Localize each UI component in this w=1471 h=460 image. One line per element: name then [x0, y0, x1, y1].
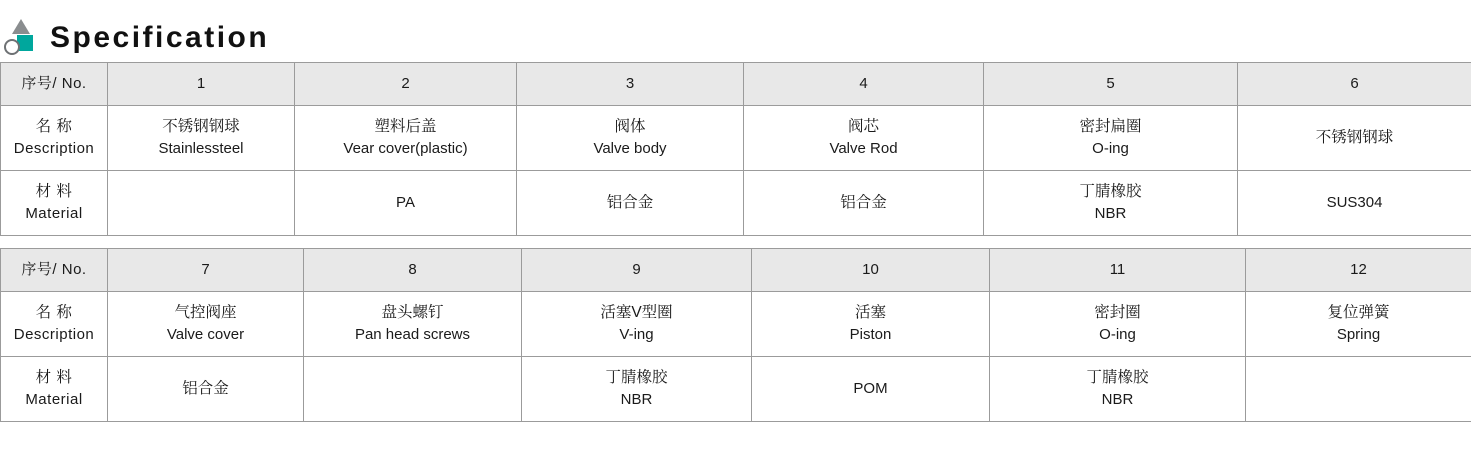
material-cell [1238, 171, 1471, 236]
description-cn: 不锈钢钢球 [1315, 128, 1394, 146]
item-number-cell: 2 [295, 63, 517, 106]
circle-shape [4, 39, 20, 55]
table-row [1, 357, 1471, 422]
description-en: V-ing [619, 326, 654, 344]
material-cn: 丁腈橡胶 [1079, 182, 1142, 200]
item-number-cell: 6 [1238, 63, 1471, 106]
spec-table-2 [0, 248, 1471, 422]
item-number-cell: 11 [990, 249, 1246, 292]
description-en: Pan head screws [354, 326, 471, 344]
material-en: NBR [620, 391, 653, 409]
description-en: Valve cover [166, 326, 245, 344]
description-en: Vear cover(plastic) [343, 140, 468, 158]
item-number-cell: 9 [522, 249, 752, 292]
material-cell [522, 357, 752, 422]
material-cn: 丁腈橡胶 [605, 368, 668, 386]
item-number-cell: 7 [108, 249, 304, 292]
material-en: POM [853, 380, 888, 398]
material-cell [752, 357, 990, 422]
description-cell [752, 292, 990, 357]
description-cn: 活塞V型圈 [600, 303, 673, 321]
material-en: PA [396, 194, 415, 212]
item-number-cell: 10 [752, 249, 990, 292]
row-label-description-cn: 名 称 [35, 117, 73, 135]
description-cn: 不锈钢钢球 [162, 117, 240, 135]
description-en: Stainlessteel [158, 140, 244, 158]
description-cell [1246, 292, 1471, 357]
description-en: Piston [849, 326, 892, 344]
description-cn: 盘头螺钉 [381, 303, 444, 321]
description-cell [108, 292, 304, 357]
description-cell [517, 106, 744, 171]
description-cn: 气控阀座 [174, 303, 237, 321]
table-row [1, 292, 1471, 357]
material-cn: 铝合金 [840, 193, 887, 211]
table-row [1, 63, 1471, 106]
row-label-description [1, 106, 108, 171]
triangle-square-circle-logo-icon [4, 19, 38, 57]
description-cell [304, 292, 522, 357]
material-en: NBR [1094, 205, 1127, 223]
material-cn: 丁腈橡胶 [1086, 368, 1149, 386]
material-cn: 铝合金 [182, 379, 229, 397]
row-label-material [1, 357, 108, 422]
material-cell [744, 171, 984, 236]
description-cn: 复位弹簧 [1327, 303, 1390, 321]
row-label-description [1, 292, 108, 357]
material-cell [1246, 357, 1471, 422]
spec-table-1 [0, 62, 1471, 236]
description-cn: 活塞 [854, 303, 886, 321]
table-row [1, 249, 1471, 292]
table-row [1, 171, 1471, 236]
material-cn: 铝合金 [606, 193, 654, 211]
description-cell [1238, 106, 1471, 171]
description-cn: 密封扁圈 [1079, 117, 1142, 135]
material-cell [108, 171, 295, 236]
row-label-no: 序号/ No. [1, 249, 108, 292]
description-cell [984, 106, 1238, 171]
item-number-cell: 1 [108, 63, 295, 106]
material-cell [304, 357, 522, 422]
row-label-material-cn: 材 料 [35, 368, 73, 386]
description-cell [990, 292, 1246, 357]
description-cn: 塑料后盖 [374, 117, 437, 135]
page-header [0, 0, 1471, 62]
description-cn: 密封圈 [1094, 303, 1141, 321]
material-cell [984, 171, 1238, 236]
row-label-description-en: Description [13, 326, 95, 344]
row-label-description-en: Description [13, 140, 95, 158]
row-label-material-en: Material [25, 391, 83, 409]
material-cell [295, 171, 517, 236]
row-label-description-cn: 名 称 [35, 303, 73, 321]
specification-tables [0, 62, 1471, 422]
material-en: SUS304 [1326, 194, 1383, 212]
description-en: O-ing [1092, 140, 1129, 158]
item-number-cell: 12 [1246, 249, 1471, 292]
description-cell [744, 106, 984, 171]
material-cell [108, 357, 304, 422]
item-number-cell: 8 [304, 249, 522, 292]
row-label-material-en: Material [25, 205, 83, 223]
table-row [1, 106, 1471, 171]
page-title: Specification [50, 21, 270, 54]
item-number-cell: 5 [984, 63, 1238, 106]
row-label-material [1, 171, 108, 236]
description-en: Valve Rod [829, 140, 898, 158]
description-cell [108, 106, 295, 171]
row-label-no: 序号/ No. [1, 63, 108, 106]
description-cn: 阀体 [614, 117, 646, 135]
description-cell [522, 292, 752, 357]
material-cell [517, 171, 744, 236]
row-label-material-cn: 材 料 [35, 182, 73, 200]
description-en: Valve body [593, 140, 667, 158]
material-en: NBR [1101, 391, 1134, 409]
triangle-shape [12, 19, 30, 34]
item-number-cell: 3 [517, 63, 744, 106]
description-en: O-ing [1099, 326, 1136, 344]
description-cn: 阀芯 [847, 117, 879, 135]
description-cell [295, 106, 517, 171]
item-number-cell: 4 [744, 63, 984, 106]
material-cell [990, 357, 1246, 422]
description-en: Spring [1336, 326, 1381, 344]
